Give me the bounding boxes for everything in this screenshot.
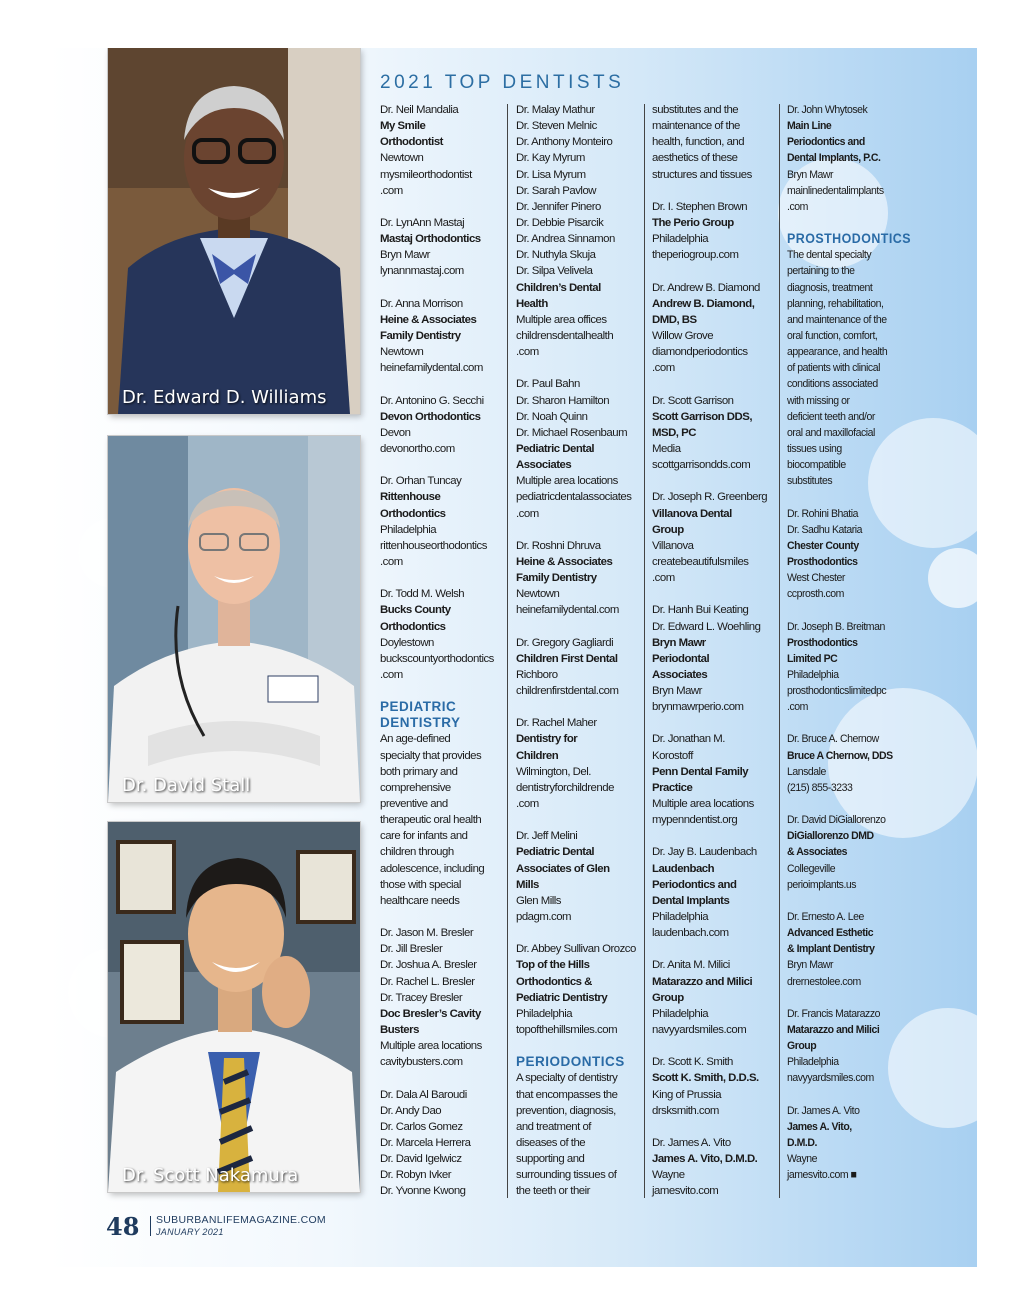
listing-line: Group bbox=[787, 1040, 817, 1053]
listing-line: Scott Garrison DDS, bbox=[652, 410, 752, 423]
listing-line: Practice bbox=[652, 781, 693, 794]
listing-line: Bruce A Chernow, DDS bbox=[787, 749, 893, 762]
listing-line: diamondperiodontics bbox=[652, 346, 748, 359]
listing-line: Chester County bbox=[787, 539, 859, 552]
listing-line: Heine & Associates bbox=[380, 313, 477, 326]
listing-line: Dr. James A. Vito bbox=[652, 1137, 731, 1149]
listing-line: deficient teeth and/or bbox=[787, 410, 875, 423]
listing-line: Limited PC bbox=[787, 652, 838, 665]
listing-line: Philadelphia bbox=[652, 911, 709, 924]
listing-line: Newtown bbox=[380, 152, 424, 165]
listing-line: Dr. Neil Mandalia bbox=[380, 104, 459, 116]
listing-line: .com bbox=[516, 346, 539, 359]
listing-line: Dr. Steven Melnic bbox=[516, 120, 597, 133]
entry-spacer bbox=[787, 715, 899, 731]
listing-line: Dr. Scott Garrison bbox=[652, 394, 734, 407]
listing-line: Associates bbox=[516, 459, 572, 472]
listing-line: Newtown bbox=[380, 346, 424, 359]
listing-line: Villanova bbox=[652, 539, 694, 552]
listing-line: Dr. Antonino G. Secchi bbox=[380, 394, 484, 407]
listing-line: both primary and bbox=[380, 765, 458, 778]
entry-spacer bbox=[652, 183, 774, 199]
listing-line: Matarazzo and Milici bbox=[652, 975, 753, 988]
listing-line: .com bbox=[652, 362, 675, 375]
listing-line: Dr. Andrew B. Diamond bbox=[652, 281, 760, 294]
listing-line: diseases of the bbox=[516, 1137, 586, 1149]
listing-line: King of Prussia bbox=[652, 1088, 722, 1101]
listing-line: Dr. Rachel L. Bresler bbox=[380, 975, 475, 988]
listing-line: & Implant Dentistry bbox=[787, 943, 875, 956]
listing-line: Group bbox=[652, 991, 684, 1004]
listing-line: Dr. Silpa Velivela bbox=[516, 265, 593, 278]
listing-line: biocompatible bbox=[787, 459, 846, 472]
listing-line: preventive and bbox=[380, 798, 448, 811]
listing-line: Dental Implants, P.C. bbox=[787, 152, 881, 165]
listing-line: .com bbox=[787, 701, 808, 714]
listing-line: Dr. Yvonne Kwong bbox=[380, 1185, 466, 1198]
listing-line: Children bbox=[516, 749, 559, 762]
listing-column-1 bbox=[380, 102, 502, 1200]
listing-line: Dr. James A. Vito bbox=[787, 1104, 860, 1117]
listing-line: oral and maxillofacial bbox=[787, 426, 875, 439]
listing-line: Dr. Jeff Melini bbox=[516, 830, 578, 843]
listing-line: Dr. Jill Bresler bbox=[380, 943, 443, 956]
listing-line: and treatment of bbox=[516, 1120, 591, 1133]
listing-line: Dr. Michael Rosenbaum bbox=[516, 426, 628, 439]
photo-scott-nakamura bbox=[108, 822, 360, 1192]
listing-line: rittenhouseorthodontics bbox=[380, 539, 487, 552]
column-divider bbox=[644, 104, 645, 1198]
listing-line: Philadelphia bbox=[652, 1007, 709, 1020]
listing-line: Doc Bresler’s Cavity bbox=[380, 1007, 481, 1020]
listing-line: Dr. Kay Myrum bbox=[516, 152, 585, 165]
listing-line: Dr. Carlos Gomez bbox=[380, 1120, 463, 1133]
listing-line: Dr. Todd M. Welsh bbox=[380, 588, 465, 601]
listing-line: navyyardsmiles.com bbox=[787, 1072, 874, 1085]
listing-line: Media bbox=[652, 442, 681, 455]
listing-line: Dr. Jonathan M. bbox=[652, 733, 725, 746]
listing-line: Philadelphia bbox=[516, 1007, 573, 1020]
listing-line: Dr. Nuthyla Skuja bbox=[516, 249, 596, 262]
listing-line: Periodontics and bbox=[787, 136, 865, 149]
listing-line: Dr. Andrea Sinnamon bbox=[516, 233, 615, 246]
entry-spacer bbox=[516, 812, 638, 828]
listing-line: theperiogroup.com bbox=[652, 249, 739, 262]
listing-line: that encompasses the bbox=[516, 1088, 618, 1101]
listing-line: .com bbox=[652, 572, 675, 585]
entry-spacer bbox=[380, 1070, 502, 1086]
entry-spacer bbox=[516, 619, 638, 635]
listing-line: pediatricdentalassociates bbox=[516, 491, 632, 504]
listing-line: Dr. Lisa Myrum bbox=[516, 168, 586, 181]
listing-line: .com bbox=[516, 798, 539, 811]
listing-line: the teeth or their bbox=[516, 1185, 590, 1198]
listing-line: Orthodontics & bbox=[516, 975, 592, 988]
listing-line: Dr. Orhan Tuncay bbox=[380, 475, 462, 488]
entry-spacer bbox=[652, 586, 774, 602]
listing-line: Family Dentistry bbox=[516, 572, 597, 585]
listing-line: Korostoff bbox=[652, 749, 693, 762]
listing-line: health, function, and bbox=[652, 136, 745, 149]
listing-line: Dr. Anita M. Milici bbox=[652, 959, 730, 972]
listing-line: Newtown bbox=[516, 588, 560, 601]
listing-line: specialty that provides bbox=[380, 749, 482, 762]
entry-spacer bbox=[652, 263, 774, 279]
listing-line: navyyardsmiles.com bbox=[652, 1024, 747, 1037]
entry-spacer bbox=[787, 602, 899, 618]
listing-line: Dr. Paul Bahn bbox=[516, 378, 580, 391]
listing-line: Dr. Debbie Pisarcik bbox=[516, 216, 604, 229]
listing-line: Wayne bbox=[652, 1169, 685, 1182]
listing-line: Dr. I. Stephen Brown bbox=[652, 200, 748, 213]
listing-line: Bryn Mawr bbox=[787, 168, 834, 181]
listing-line: childrensdentalhealth bbox=[516, 329, 614, 342]
listing-line: Periodontal bbox=[652, 652, 710, 665]
listing-line: DiGiallorenzo DMD bbox=[787, 830, 874, 843]
listing-line: heinefamilydental.com bbox=[380, 362, 483, 375]
listing-line: Devon Orthodontics bbox=[380, 410, 481, 423]
listing-line: Busters bbox=[380, 1024, 419, 1037]
listing-line: Pediatric Dental bbox=[516, 442, 595, 455]
listing-line: drernestolee.com bbox=[787, 975, 861, 988]
entry-spacer bbox=[516, 925, 638, 941]
listing-line: laudenbach.com bbox=[652, 927, 729, 940]
listing-line: Dr. Ernesto A. Lee bbox=[787, 911, 864, 924]
listing-line: Dr. Francis Matarazzo bbox=[787, 1007, 881, 1020]
listing-line: Dr. Anthony Monteiro bbox=[516, 136, 613, 149]
listing-line: adolescence, including bbox=[380, 862, 485, 875]
listing-line: Main Line bbox=[787, 120, 832, 133]
entry-spacer bbox=[787, 893, 899, 909]
photo-edward-williams bbox=[108, 48, 360, 414]
listing-line: Health bbox=[516, 297, 548, 310]
listing-line: Dr. Joseph R. Greenberg bbox=[652, 491, 768, 504]
listing-line: A specialty of dentistry bbox=[516, 1072, 618, 1085]
listing-line: Orthodontist bbox=[380, 136, 443, 149]
listing-line: Dr. Sharon Hamilton bbox=[516, 394, 610, 407]
listing-line: childrenfirstdental.com bbox=[516, 685, 619, 698]
listing-line: My Smile bbox=[380, 120, 426, 133]
listing-line: Dr. Marcela Herrera bbox=[380, 1137, 471, 1149]
listing-line: Philadelphia bbox=[380, 523, 437, 536]
listing-line: Dr. Anna Morrison bbox=[380, 297, 463, 310]
listing-line: Dr. Gregory Gagliardi bbox=[516, 636, 614, 649]
listing-line: Dr. Joseph B. Breitman bbox=[787, 620, 885, 633]
photo-david-stall bbox=[108, 436, 360, 802]
entry-spacer bbox=[787, 215, 899, 231]
listing-line: Dr. Joshua A. Bresler bbox=[380, 959, 477, 972]
listing-line: structures and tissues bbox=[652, 168, 752, 181]
listing-line: (215) 855-3233 bbox=[787, 781, 853, 794]
listing-line: therapeutic oral health bbox=[380, 814, 482, 827]
entry-spacer bbox=[516, 522, 638, 538]
listing-line: Dr. Roshni Dhruva bbox=[516, 539, 601, 552]
listing-line: Dr. Noah Quinn bbox=[516, 410, 588, 423]
listing-line: Dr. David Igelwicz bbox=[380, 1153, 462, 1166]
listing-line: Dr. Sarah Pavlow bbox=[516, 184, 596, 197]
listing-line: Rittenhouse bbox=[380, 491, 441, 504]
listing-line: Dr. Hanh Bui Keating bbox=[652, 604, 749, 617]
entry-spacer bbox=[380, 683, 502, 699]
listing-line: Dr. LynAnn Mastaj bbox=[380, 216, 465, 229]
listing-line: maintenance of the bbox=[652, 120, 740, 133]
listing-line: Multiple area locations bbox=[516, 475, 618, 488]
listing-line: brynmawrperio.com bbox=[652, 701, 744, 714]
listing-line: .com bbox=[787, 200, 808, 213]
listing-line: Advanced Esthetic bbox=[787, 927, 874, 940]
listing-line: Richboro bbox=[516, 668, 558, 681]
listing-line: perioimplants.us bbox=[787, 878, 857, 891]
listing-line: Prosthodontics bbox=[787, 555, 858, 568]
footer-divider bbox=[150, 1216, 151, 1236]
portrait-image bbox=[108, 822, 360, 1192]
listing-line: Top of the Hills bbox=[516, 959, 590, 972]
entry-spacer bbox=[516, 699, 638, 715]
listing-line: Villanova Dental bbox=[652, 507, 732, 520]
portrait-image bbox=[108, 48, 360, 414]
listing-line: Doylestown bbox=[380, 636, 434, 649]
listing-line: lynannmastaj.com bbox=[380, 265, 464, 278]
listing-line: Devon bbox=[380, 426, 411, 439]
listing-line: West Chester bbox=[787, 572, 845, 585]
listing-line: Dr. Bruce A. Chernow bbox=[787, 733, 879, 746]
entry-spacer bbox=[787, 489, 899, 505]
listing-line: Orthodontics bbox=[380, 620, 446, 633]
entry-spacer bbox=[652, 1038, 774, 1054]
listing-line: cavitybusters.com bbox=[380, 1056, 463, 1069]
listing-line: The dental specialty bbox=[787, 249, 872, 262]
listing-line: Philadelphia bbox=[652, 233, 709, 246]
listing-line: of patients with clinical bbox=[787, 362, 880, 375]
entry-spacer bbox=[380, 909, 502, 925]
listing-line: Dr. David DiGiallorenzo bbox=[787, 814, 886, 827]
listing-line: aesthetics of these bbox=[652, 152, 738, 165]
listing-line: conditions associated bbox=[787, 378, 878, 391]
photo-caption: Dr. Edward D. Williams bbox=[122, 387, 327, 408]
listing-column-2 bbox=[516, 102, 638, 1200]
listing-line: James A. Vito, D.M.D. bbox=[652, 1153, 758, 1166]
listing-line: Bryn Mawr bbox=[787, 959, 834, 972]
entry-spacer bbox=[380, 199, 502, 215]
entry-spacer bbox=[652, 941, 774, 957]
listing-line: and maintenance of the bbox=[787, 313, 887, 326]
listing-line: .com bbox=[380, 184, 403, 197]
listing-line: Penn Dental Family bbox=[652, 765, 749, 778]
entry-spacer bbox=[787, 1087, 899, 1103]
listing-line: Bucks County bbox=[380, 604, 451, 617]
listing-line: Group bbox=[652, 523, 684, 536]
listing-line: Dr. Malay Mathur bbox=[516, 104, 595, 116]
listing-line: .com bbox=[380, 668, 403, 681]
listing-line: Dental Implants bbox=[652, 894, 730, 907]
listing-line: mysmileorthodontist bbox=[380, 168, 472, 181]
listing-line: Matarazzo and Milici bbox=[787, 1024, 880, 1037]
listing-line: Dr. Jennifer Pinero bbox=[516, 200, 601, 213]
listing-column-3 bbox=[652, 102, 774, 1200]
entry-spacer bbox=[380, 457, 502, 473]
listing-line: Dr. Scott K. Smith bbox=[652, 1056, 733, 1069]
listing-line: Heine & Associates bbox=[516, 555, 613, 568]
listing-line: heinefamilydental.com bbox=[516, 604, 619, 617]
listing-line: Collegeville bbox=[787, 862, 836, 875]
listing-line: Children First Dental bbox=[516, 652, 618, 665]
listing-line: Dr. Andy Dao bbox=[380, 1104, 442, 1117]
listing-line: Willow Grove bbox=[652, 329, 714, 342]
listing-line: Dr. Robyn Ivker bbox=[380, 1169, 451, 1182]
listing-line: Wayne bbox=[787, 1153, 817, 1166]
listing-line: Bryn Mawr bbox=[380, 249, 430, 262]
listing-line: Mastaj Orthodontics bbox=[380, 233, 481, 246]
listing-line: supporting and bbox=[516, 1153, 585, 1166]
column-divider bbox=[779, 104, 780, 1198]
entry-spacer bbox=[652, 473, 774, 489]
listing-line: createbeautifulsmiles bbox=[652, 555, 749, 568]
listing-line: Philadelphia bbox=[787, 1056, 839, 1069]
listing-line: dentistryforchildrende bbox=[516, 781, 614, 794]
listing-line: those with special bbox=[380, 878, 461, 891]
listing-line: mainlinedentalimplants bbox=[787, 184, 884, 197]
entry-spacer bbox=[380, 376, 502, 392]
bokeh-light bbox=[888, 1008, 977, 1128]
entry-spacer bbox=[652, 1119, 774, 1135]
magazine-page bbox=[48, 48, 977, 1267]
photo-caption: Dr. Scott Nakamura bbox=[122, 1165, 299, 1186]
listing-line: devonortho.com bbox=[380, 442, 455, 455]
page-title: 2021 TOP DENTISTS bbox=[380, 72, 625, 93]
listing-line: diagnosis, treatment bbox=[787, 281, 873, 294]
listing-line: Lansdale bbox=[787, 765, 826, 778]
portrait-image bbox=[108, 436, 360, 802]
listing-line: drsksmith.com bbox=[652, 1104, 719, 1117]
listing-line: children through bbox=[380, 846, 454, 859]
entry-spacer bbox=[652, 715, 774, 731]
listing-line: with missing or bbox=[787, 394, 850, 407]
listing-column-4 bbox=[787, 102, 911, 1183]
listing-line: Dr. Rachel Maher bbox=[516, 717, 597, 730]
listing-line: Multiple area locations bbox=[652, 798, 754, 811]
entry-spacer bbox=[787, 990, 899, 1006]
section-heading: PEDIATRIC bbox=[380, 699, 457, 715]
listing-line: Pediatric Dental bbox=[516, 846, 595, 859]
listing-line: oral function, comfort, bbox=[787, 329, 878, 342]
listing-line: .com bbox=[380, 555, 403, 568]
listing-line: pdagm.com bbox=[516, 911, 572, 924]
listing-line: Pediatric Dentistry bbox=[516, 991, 608, 1004]
section-heading: DENTISTRY bbox=[380, 715, 461, 731]
listing-line: surrounding tissues of bbox=[516, 1169, 617, 1182]
listing-line: The Perio Group bbox=[652, 216, 734, 229]
listing-line: pertaining to the bbox=[787, 265, 855, 278]
listing-line: & Associates bbox=[787, 846, 848, 859]
listing-line: Mills bbox=[516, 878, 539, 891]
listing-line: ccprosth.com bbox=[787, 588, 844, 601]
section-heading: PROSTHODONTICS bbox=[787, 231, 911, 247]
bokeh-light bbox=[928, 548, 977, 608]
listing-line: prosthodonticslimitedpc bbox=[787, 685, 887, 698]
listing-line: topofthehillsmiles.com bbox=[516, 1024, 618, 1037]
listing-line: Prosthodontics bbox=[787, 636, 858, 649]
entry-spacer bbox=[652, 376, 774, 392]
listing-line: Dr. Edward L. Woehling bbox=[652, 620, 761, 633]
listing-line: prevention, diagnosis, bbox=[516, 1104, 616, 1117]
listing-line: healthcare needs bbox=[380, 894, 460, 907]
listing-line: scottgarrisondds.com bbox=[652, 459, 751, 472]
photo-caption: Dr. David Stall bbox=[122, 775, 251, 796]
listing-line: Dr. Abbey Sullivan Orozco bbox=[516, 943, 636, 956]
listing-line: D.M.D. bbox=[787, 1137, 817, 1149]
listing-line: .com bbox=[516, 507, 539, 520]
listing-line: An age-defined bbox=[380, 733, 451, 746]
listing-line: comprehensive bbox=[380, 781, 451, 794]
listing-line: planning, rehabilitation, bbox=[787, 297, 884, 310]
listing-line: jamesvito.com bbox=[652, 1185, 719, 1198]
listing-line: Associates bbox=[652, 668, 708, 681]
column-divider bbox=[507, 104, 508, 1198]
listing-line: substitutes bbox=[787, 475, 833, 488]
listing-line: jamesvito.com ■ bbox=[787, 1169, 857, 1182]
entry-spacer bbox=[516, 360, 638, 376]
listing-line: Dr. Sadhu Kataria bbox=[787, 523, 863, 536]
listing-line: appearance, and health bbox=[787, 346, 888, 359]
page-number: 48 bbox=[106, 1212, 140, 1241]
listing-line: Dr. Jason M. Bresler bbox=[380, 927, 474, 940]
listing-line: Dr. Rohini Bhatia bbox=[787, 507, 858, 520]
listing-line: tissues using bbox=[787, 442, 842, 455]
entry-spacer bbox=[380, 280, 502, 296]
listing-line: DMD, BS bbox=[652, 313, 697, 326]
listing-line: Wilmington, Del. bbox=[516, 765, 591, 778]
listing-line: Philadelphia bbox=[787, 668, 839, 681]
listing-line: Bryn Mawr bbox=[652, 636, 706, 649]
listing-line: Bryn Mawr bbox=[652, 685, 702, 698]
listing-line: Dr. John Whytosek bbox=[787, 104, 868, 116]
entry-spacer bbox=[516, 1038, 638, 1054]
listing-line: Dentistry for bbox=[516, 733, 578, 746]
listing-line: Laudenbach bbox=[652, 862, 715, 875]
listing-line: Associates of Glen bbox=[516, 862, 610, 875]
listing-line: Dr. Dala Al Baroudi bbox=[380, 1088, 467, 1101]
listing-line: Multiple area offices bbox=[516, 313, 607, 326]
listing-line: substitutes and the bbox=[652, 104, 739, 116]
listing-line: James A. Vito, bbox=[787, 1120, 852, 1133]
entry-spacer bbox=[652, 828, 774, 844]
footer-issue: JANUARY 2021 bbox=[156, 1227, 224, 1237]
listing-line: Glen Mills bbox=[516, 894, 562, 907]
section-heading: PERIODONTICS bbox=[516, 1054, 625, 1070]
listing-line: mypenndentist.org bbox=[652, 814, 738, 827]
listing-line: care for infants and bbox=[380, 830, 468, 843]
footer-site: SUBURBANLIFEMAGAZINE.COM bbox=[156, 1214, 326, 1226]
listing-line: Children’s Dental bbox=[516, 281, 601, 294]
listing-line: Periodontics and bbox=[652, 878, 737, 891]
listing-line: Orthodontics bbox=[380, 507, 446, 520]
entry-spacer bbox=[787, 796, 899, 812]
listing-line: Andrew B. Diamond, bbox=[652, 297, 755, 310]
listing-line: buckscountyorthodontics bbox=[380, 652, 494, 665]
listing-line: Multiple area locations bbox=[380, 1040, 482, 1053]
listing-line: Dr. Tracey Bresler bbox=[380, 991, 463, 1004]
entry-spacer bbox=[380, 570, 502, 586]
listing-line: Dr. Jay B. Laudenbach bbox=[652, 846, 757, 859]
listing-line: Family Dentistry bbox=[380, 329, 461, 342]
listing-line: MSD, PC bbox=[652, 426, 696, 439]
listing-line: Scott K. Smith, D.D.S. bbox=[652, 1072, 759, 1085]
